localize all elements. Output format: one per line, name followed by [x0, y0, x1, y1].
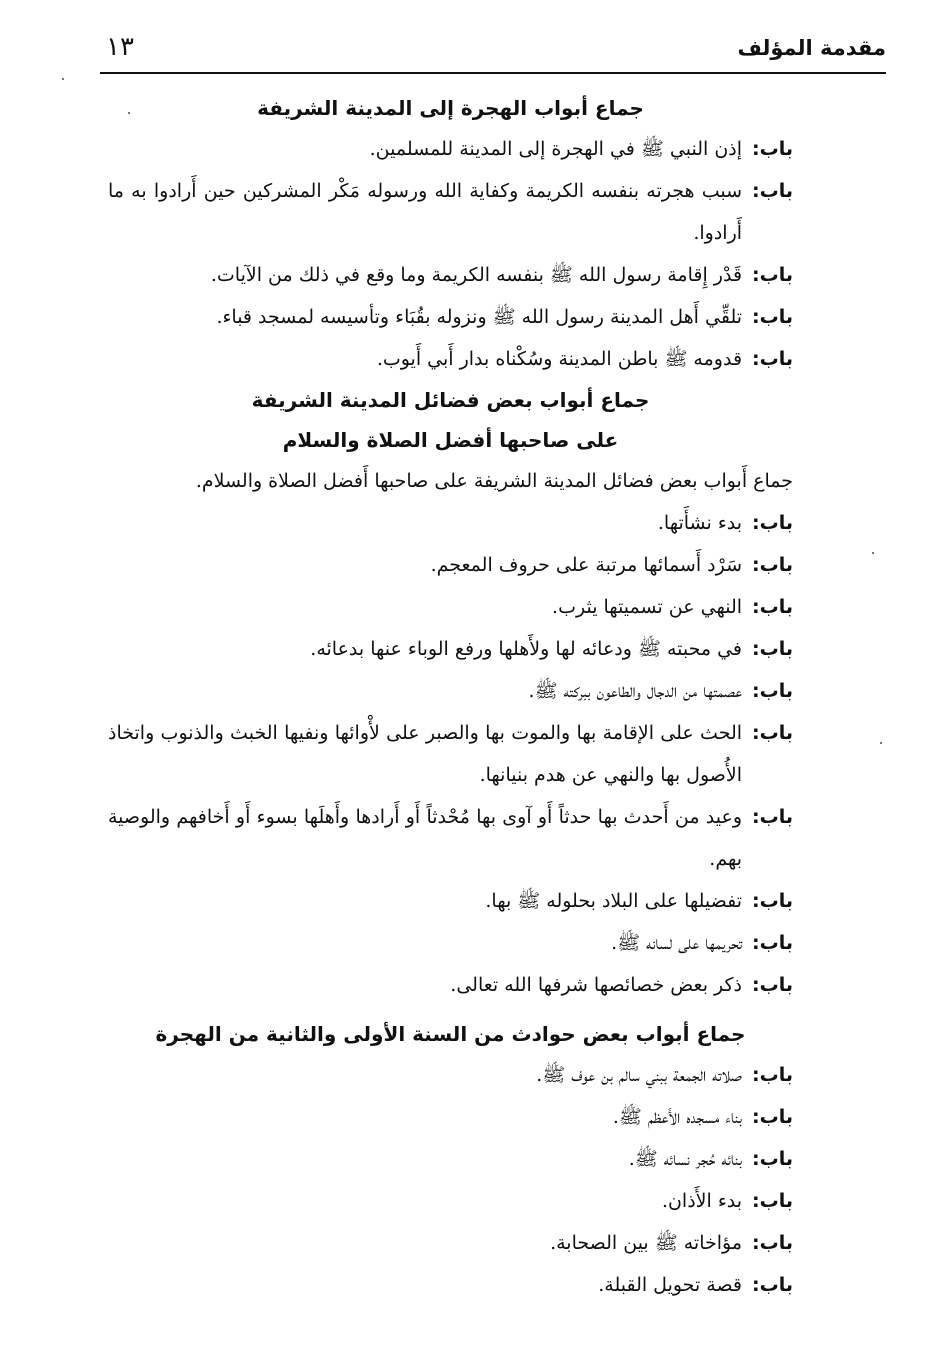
chapter-group — [108, 380, 793, 1006]
chapter-entry — [108, 1096, 793, 1138]
chapter-entry — [108, 796, 793, 880]
chapter-entry — [108, 628, 793, 670]
entry-label: باب: — [752, 1106, 793, 1128]
entry-text: بدء نشأَتها. — [657, 512, 743, 534]
chapter-entry — [108, 712, 793, 796]
chapter-entry — [108, 1138, 793, 1180]
section-heading: جماع أبواب بعض حوادث من السنة الأولى والثانية من الهجرة — [155, 1022, 746, 1046]
entry-text: بنائه حُجر نسائه ﷺ. — [628, 1148, 743, 1170]
page-content — [108, 88, 793, 1306]
entry-label: باب: — [752, 264, 793, 286]
entry-label: باب: — [752, 932, 793, 954]
entry-label: باب: — [752, 680, 793, 702]
running-title: مقدمة المؤلف — [737, 36, 886, 60]
entry-label: باب: — [752, 722, 793, 744]
entry-label: باب: — [752, 974, 793, 996]
entry-text: صلاته الجمعة ببني سالم بن عوف ﷺ. — [536, 1064, 743, 1086]
running-header — [100, 30, 886, 74]
entry-label: باب: — [752, 180, 793, 202]
chapter-entry — [108, 1054, 793, 1096]
entry-label: باب: — [752, 348, 793, 370]
entry-label: باب: — [752, 512, 793, 534]
entry-text: النهي عن تسميتها يثرب. — [552, 596, 743, 618]
chapter-entry — [108, 586, 793, 628]
scan-speck — [872, 552, 874, 554]
entry-label: باب: — [752, 554, 793, 576]
chapter-group — [108, 1014, 793, 1306]
entry-label: باب: — [752, 1232, 793, 1254]
entry-text: تفضيلها على البلاد بحلوله ﷺ بها. — [485, 890, 743, 912]
section-heading: جماع أبواب بعض فضائل المدينة الشريفة — [251, 388, 650, 412]
chapter-entry — [108, 128, 793, 170]
entry-text: عصمتها من الدجال والطاعون ببركته ﷺ. — [528, 680, 743, 702]
scan-speck — [62, 78, 64, 80]
chapter-entry — [108, 964, 793, 1006]
entry-text: قصة تحويل القبلة. — [598, 1274, 743, 1296]
entry-text: مؤاخاته ﷺ بين الصحابة. — [550, 1232, 743, 1254]
chapter-entry — [108, 670, 793, 712]
chapter-entry — [108, 170, 793, 254]
entry-label: باب: — [752, 638, 793, 660]
entry-text: في محبته ﷺ ودعائه لها ولأَهلها ورفع الوباء عنها بدعائه. — [310, 638, 743, 660]
entry-label: باب: — [752, 806, 793, 828]
chapter-group — [108, 88, 793, 380]
entry-text: ذكر بعض خصائصها شرفها الله تعالى. — [450, 974, 743, 996]
entry-text: بدء الأَذان. — [661, 1190, 743, 1212]
chapter-entry — [108, 338, 793, 380]
section-intro: جماع أَبواب بعض فضائل المدينة الشريفة على صاحبها أَفضل الصلاة والسلام. — [195, 470, 793, 492]
entry-text: قَدْر إِقامة رسول الله ﷺ بنفسه الكريمة وما وقع في ذلك من الآيات. — [210, 264, 743, 286]
section-heading: جماع أبواب الهجرة إلى المدينة الشريفة — [257, 96, 644, 120]
chapter-entry — [108, 254, 793, 296]
entry-text: سبب هجرته بنفسه الكريمة وكفاية الله ورسوله مَكْر المشركين حين أَرادوا به ما أَرادوا. — [108, 180, 743, 244]
chapter-entry — [108, 880, 793, 922]
entry-label: باب: — [752, 138, 793, 160]
entry-text: سَرْد أَسمائها مرتبة على حروف المعجم. — [430, 554, 743, 576]
entry-label: باب: — [752, 890, 793, 912]
entry-label: باب: — [752, 1064, 793, 1086]
chapter-entry — [108, 296, 793, 338]
entry-text: قدومه ﷺ باطن المدينة وسُكْناه بدار أَبي أَيوب. — [376, 348, 743, 370]
entry-label: باب: — [752, 596, 793, 618]
entry-text: بناء مسجده الأَعظم ﷺ. — [612, 1106, 743, 1128]
entry-label: باب: — [752, 1274, 793, 1296]
chapter-entry — [108, 1180, 793, 1222]
entry-text: إذن النبي ﷺ في الهجرة إلى المدينة للمسلمين. — [369, 138, 743, 160]
scan-speck — [880, 742, 882, 744]
page-number: ١٣ — [106, 32, 134, 62]
entry-label: باب: — [752, 1190, 793, 1212]
entry-text: تلقِّي أَهل المدينة رسول الله ﷺ ونزوله بقُبَاء وتأسيسه لمسجد قباء. — [216, 306, 743, 328]
chapter-entry — [108, 544, 793, 586]
chapter-entry — [108, 502, 793, 544]
section-heading: على صاحبها أفضل الصلاة والسلام — [282, 428, 619, 452]
entry-text: تحريمها على لسانه ﷺ. — [611, 932, 743, 954]
chapter-entry — [108, 1264, 793, 1306]
entry-text: وعيد من أَحدث بها حدثاً أَو آوى بها مُحْدثاً أَو أَرادها وأَهلَها بسوء أَو أَخافهم والوصية بهم. — [108, 806, 743, 870]
entry-label: باب: — [752, 306, 793, 328]
chapter-entry — [108, 1222, 793, 1264]
entry-label: باب: — [752, 1148, 793, 1170]
chapter-entry — [108, 922, 793, 964]
entry-text: الحث على الإقامة بها والموت بها والصبر على لأْوائها ونفيها الخبث والذنوب واتخاذ الأُصول بها والنهي عن هدم بنيانها. — [108, 722, 743, 786]
